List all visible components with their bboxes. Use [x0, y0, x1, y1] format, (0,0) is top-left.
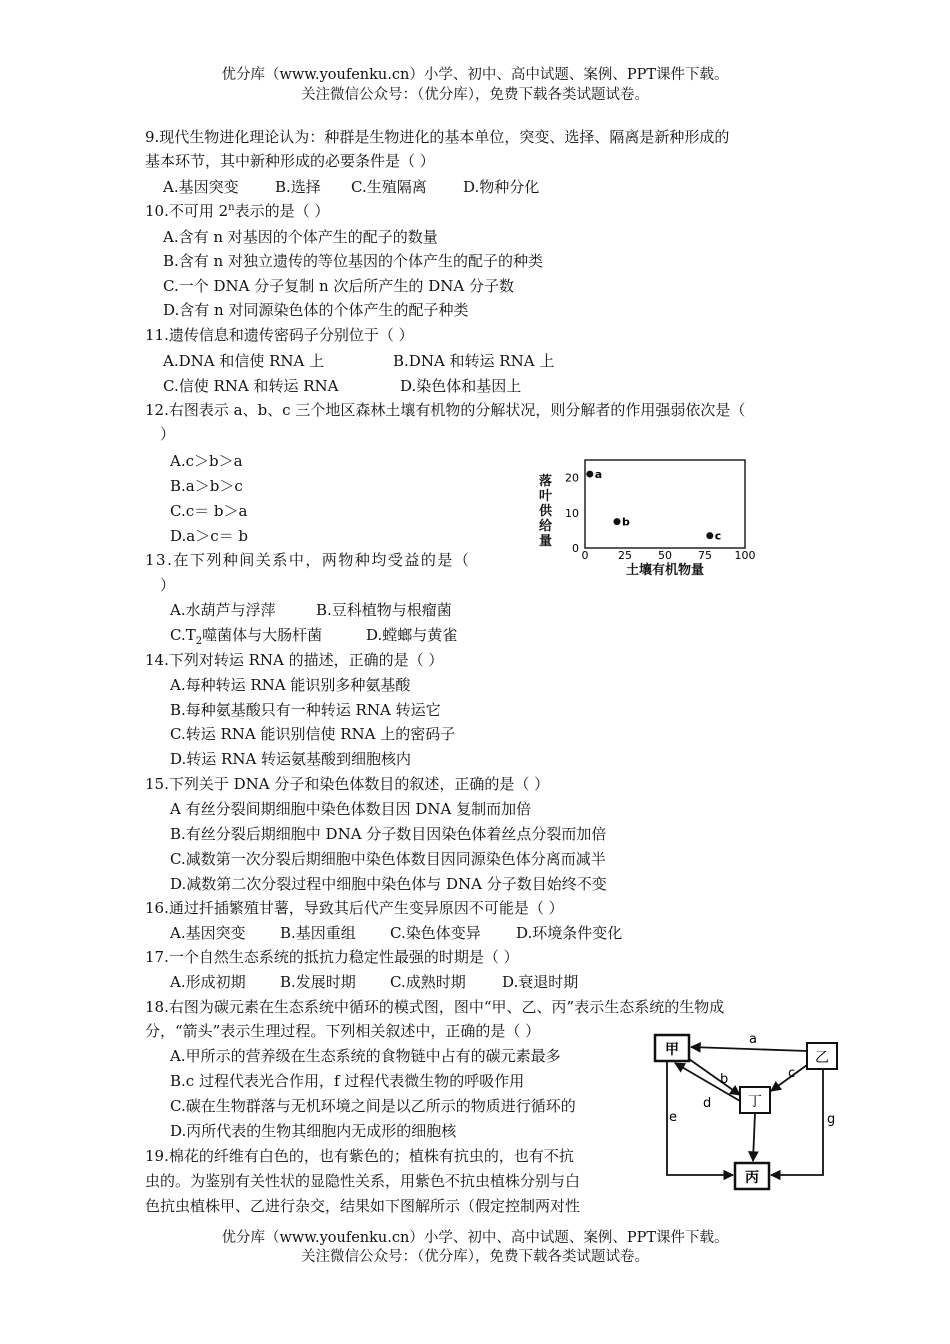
header-line-2: 关注微信公众号：（优分库），免费下载各类试题试卷。	[301, 87, 649, 103]
q14-option-b: B.每种氨基酸只有一种转运 RNA 转运它	[170, 701, 441, 719]
q12-option-b: B.a＞b＞c	[170, 477, 243, 495]
node-jia-label: 甲	[665, 1042, 679, 1058]
q17-options	[170, 972, 578, 992]
edge-label-e: e	[669, 1110, 677, 1125]
q16-option-c: C.染色体变异	[390, 924, 481, 942]
q9-option-b: B.选择	[275, 178, 321, 196]
y-tick-label: 20	[565, 471, 579, 485]
header-line-1: 优分库（www.youfenku.cn）小学、初中、高中试题、案例、PPT课件下载。	[221, 67, 729, 83]
q15-option-b: B.有丝分裂后期细胞中 DNA 分子数目因染色体着丝点分裂而加倍	[170, 825, 607, 843]
q16-stem: 16.通过扦插繁殖甘薯，导致其后代产生变异原因不可能是（ ）	[145, 899, 564, 917]
x-axis-label: 土壤有机物量	[625, 563, 705, 578]
q10-stem: 10.不可用 2$^n$表示的是（ ）	[145, 202, 330, 220]
q18-stem-1: 18.右图为碳元素在生态系统中循环的模式图，图中“甲、乙、丙”表示生态系统的生物成	[145, 998, 725, 1016]
node-bing-label: 丙	[745, 1170, 759, 1186]
q13-option-b: B.豆科植物与根瘤菌	[316, 601, 452, 619]
q11-stem: 11.遗传信息和遗传密码子分别位于（ ）	[145, 326, 414, 344]
q11-option-d: D.染色体和基因上	[400, 377, 522, 395]
footer-line-1: 优分库（www.youfenku.cn）小学、初中、高中试题、案例、PPT课件下载。	[221, 1230, 729, 1246]
q18-option-b: B.c 过程代表光合作用，f 过程代表微生物的呼吸作用	[170, 1072, 525, 1090]
data-point-label-b: b	[622, 515, 630, 529]
q16-options	[170, 923, 622, 943]
node-ding-label: 丁	[748, 1094, 762, 1110]
q14-option-d: D.转运 RNA 转运氨基酸到细胞核内	[170, 750, 412, 768]
q18-option-d: D.丙所代表的生物其细胞内无成形的细胞核	[170, 1122, 457, 1140]
edge-a	[691, 1047, 807, 1051]
decomposition-scatter-chart	[525, 455, 775, 580]
q10-option-b: B.含有 n 对独立遗传的等位基因的个体产生的配子的种类	[163, 252, 543, 270]
q13-stem-1: 13.在下列种间关系中，两物种均受益的是（	[145, 551, 471, 569]
q11-option-b: B.DNA 和转运 RNA 上	[393, 352, 555, 370]
edge-label-g: g	[827, 1112, 836, 1127]
edge-label-b: b	[720, 1072, 729, 1087]
x-tick-label: 50	[658, 549, 672, 562]
q18-option-c: C.碳在生物群落与无机环境之间是以乙所示的物质进行循环的	[170, 1097, 576, 1115]
q12-option-c: C.c＝ b＞a	[170, 502, 248, 520]
edge-label-a: a	[749, 1032, 757, 1047]
data-point-b	[614, 518, 621, 525]
x-tick-label: 100	[734, 549, 756, 562]
data-point-label-c: c	[714, 529, 722, 543]
q16-option-b: B.基因重组	[280, 924, 356, 942]
carbon-cycle-diagram	[645, 1025, 865, 1200]
q10-option-c: C.一个 DNA 分子复制 n 次后所产生的 DNA 分子数	[163, 277, 514, 295]
q18-option-a: A.甲所示的营养级在生态系统的食物链中占有的碳元素最多	[170, 1047, 561, 1065]
q9-option-a: A.基因突变	[163, 178, 239, 196]
q17-option-c: C.成熟时期	[390, 973, 466, 991]
data-point-label-a: a	[594, 468, 603, 482]
q16-option-d: D.环境条件变化	[516, 924, 623, 942]
q19-line-2: 虫的。为鉴别有关性状的显隐性关系，用紫色不抗虫植株分别与白	[145, 1172, 581, 1190]
q9-option-d: D.物种分化	[463, 178, 540, 196]
edge-label-c: c	[788, 1066, 796, 1081]
q13-stem-2: ）	[160, 576, 176, 594]
data-point-c	[706, 532, 713, 539]
q9-option-c: C.生殖隔离	[351, 178, 427, 196]
edge-b	[689, 1059, 740, 1095]
q13-option-d: D.螳螂与黄雀	[366, 626, 458, 644]
q14-option-c: C.转运 RNA 能识别信使 RNA 上的密码子	[170, 725, 456, 743]
q14-option-a: A.每种转运 RNA 能识别多种氨基酸	[170, 676, 411, 694]
x-tick-label: 25	[618, 549, 632, 562]
q18-stem-2: 分，“箭头”表示生理过程。下列相关叙述中，正确的是（ ）	[145, 1022, 541, 1040]
q15-stem: 15.下列关于 DNA 分子和染色体数目的叙述，正确的是（ ）	[145, 775, 550, 793]
edge-ding-bing	[753, 1113, 755, 1161]
q19-line-3: 色抗虫植株甲、乙进行杂交，结果如下图解所示（假定控制两对性	[145, 1197, 581, 1215]
q13-option-a: A.水葫芦与浮萍	[170, 601, 276, 619]
q11-option-c: C.信使 RNA 和转运 RNA	[163, 377, 339, 395]
q12-option-d: D.a＞c＝ b	[170, 527, 248, 545]
q9-stem-1: 9.现代生物进化理论认为：种群是生物进化的基本单位，突变、选择、隔离是新种形成的	[145, 128, 730, 146]
q12-stem-2: ）	[160, 425, 176, 443]
q13-option-c: $C.T_2$噬菌体与大肠杆菌	[170, 626, 323, 647]
edge-label-d: d	[703, 1096, 712, 1111]
node-yi-label: 乙	[815, 1050, 829, 1066]
y-tick-label: 10	[565, 506, 579, 520]
x-tick-label: 0	[581, 549, 589, 562]
q9-options	[163, 177, 539, 197]
q17-stem: 17.一个自然生态系统的抵抗力稳定性最强的时期是（ ）	[145, 948, 519, 966]
q17-option-d: D.衰退时期	[502, 973, 579, 991]
q11-option-a: A.DNA 和信使 RNA 上	[163, 352, 325, 370]
x-tick-label: 75	[698, 549, 712, 562]
q15-option-a: A 有丝分裂间期细胞中染色体数目因 DNA 复制而加倍	[170, 800, 532, 818]
footer-line-2: 关注微信公众号：（优分库），免费下载各类试题试卷。	[301, 1249, 649, 1265]
q19-line-1: 19.棉花的纤维有白色的，也有紫色的；植株有抗虫的，也有不抗	[145, 1147, 574, 1165]
q15-option-d: D.减数第二次分裂过程中细胞中染色体与 DNA 分子数目始终不变	[170, 875, 607, 893]
y-tick-label: 0	[572, 542, 579, 555]
q15-option-c: C.减数第一次分裂后期细胞中染色体数目因同源染色体分离而减半	[170, 850, 606, 868]
q10-option-d: D.含有 n 对同源染色体的个体产生的配子种类	[163, 301, 469, 319]
q10-option-a: A.含有 n 对基因的个体产生的配子的数量	[163, 228, 438, 246]
q14-stem: 14.下列对转运 RNA 的描述，正确的是（ ）	[145, 651, 444, 669]
q17-option-a: A.形成初期	[170, 973, 246, 991]
q12-stem-1: 12.右图表示 a、b、c 三个地区森林土壤有机物的分解状况，则分解者的作用强弱依次是（	[145, 401, 746, 419]
q16-option-a: A.基因突变	[170, 924, 246, 942]
q12-option-a: A.c＞b＞a	[170, 452, 243, 470]
q9-stem-2: 基本环节，其中新种形成的必要条件是（ ）	[145, 152, 435, 170]
y-axis-label: 落叶供给量	[539, 474, 553, 549]
data-point-a	[586, 471, 593, 478]
q17-option-b: B.发展时期	[280, 973, 356, 991]
